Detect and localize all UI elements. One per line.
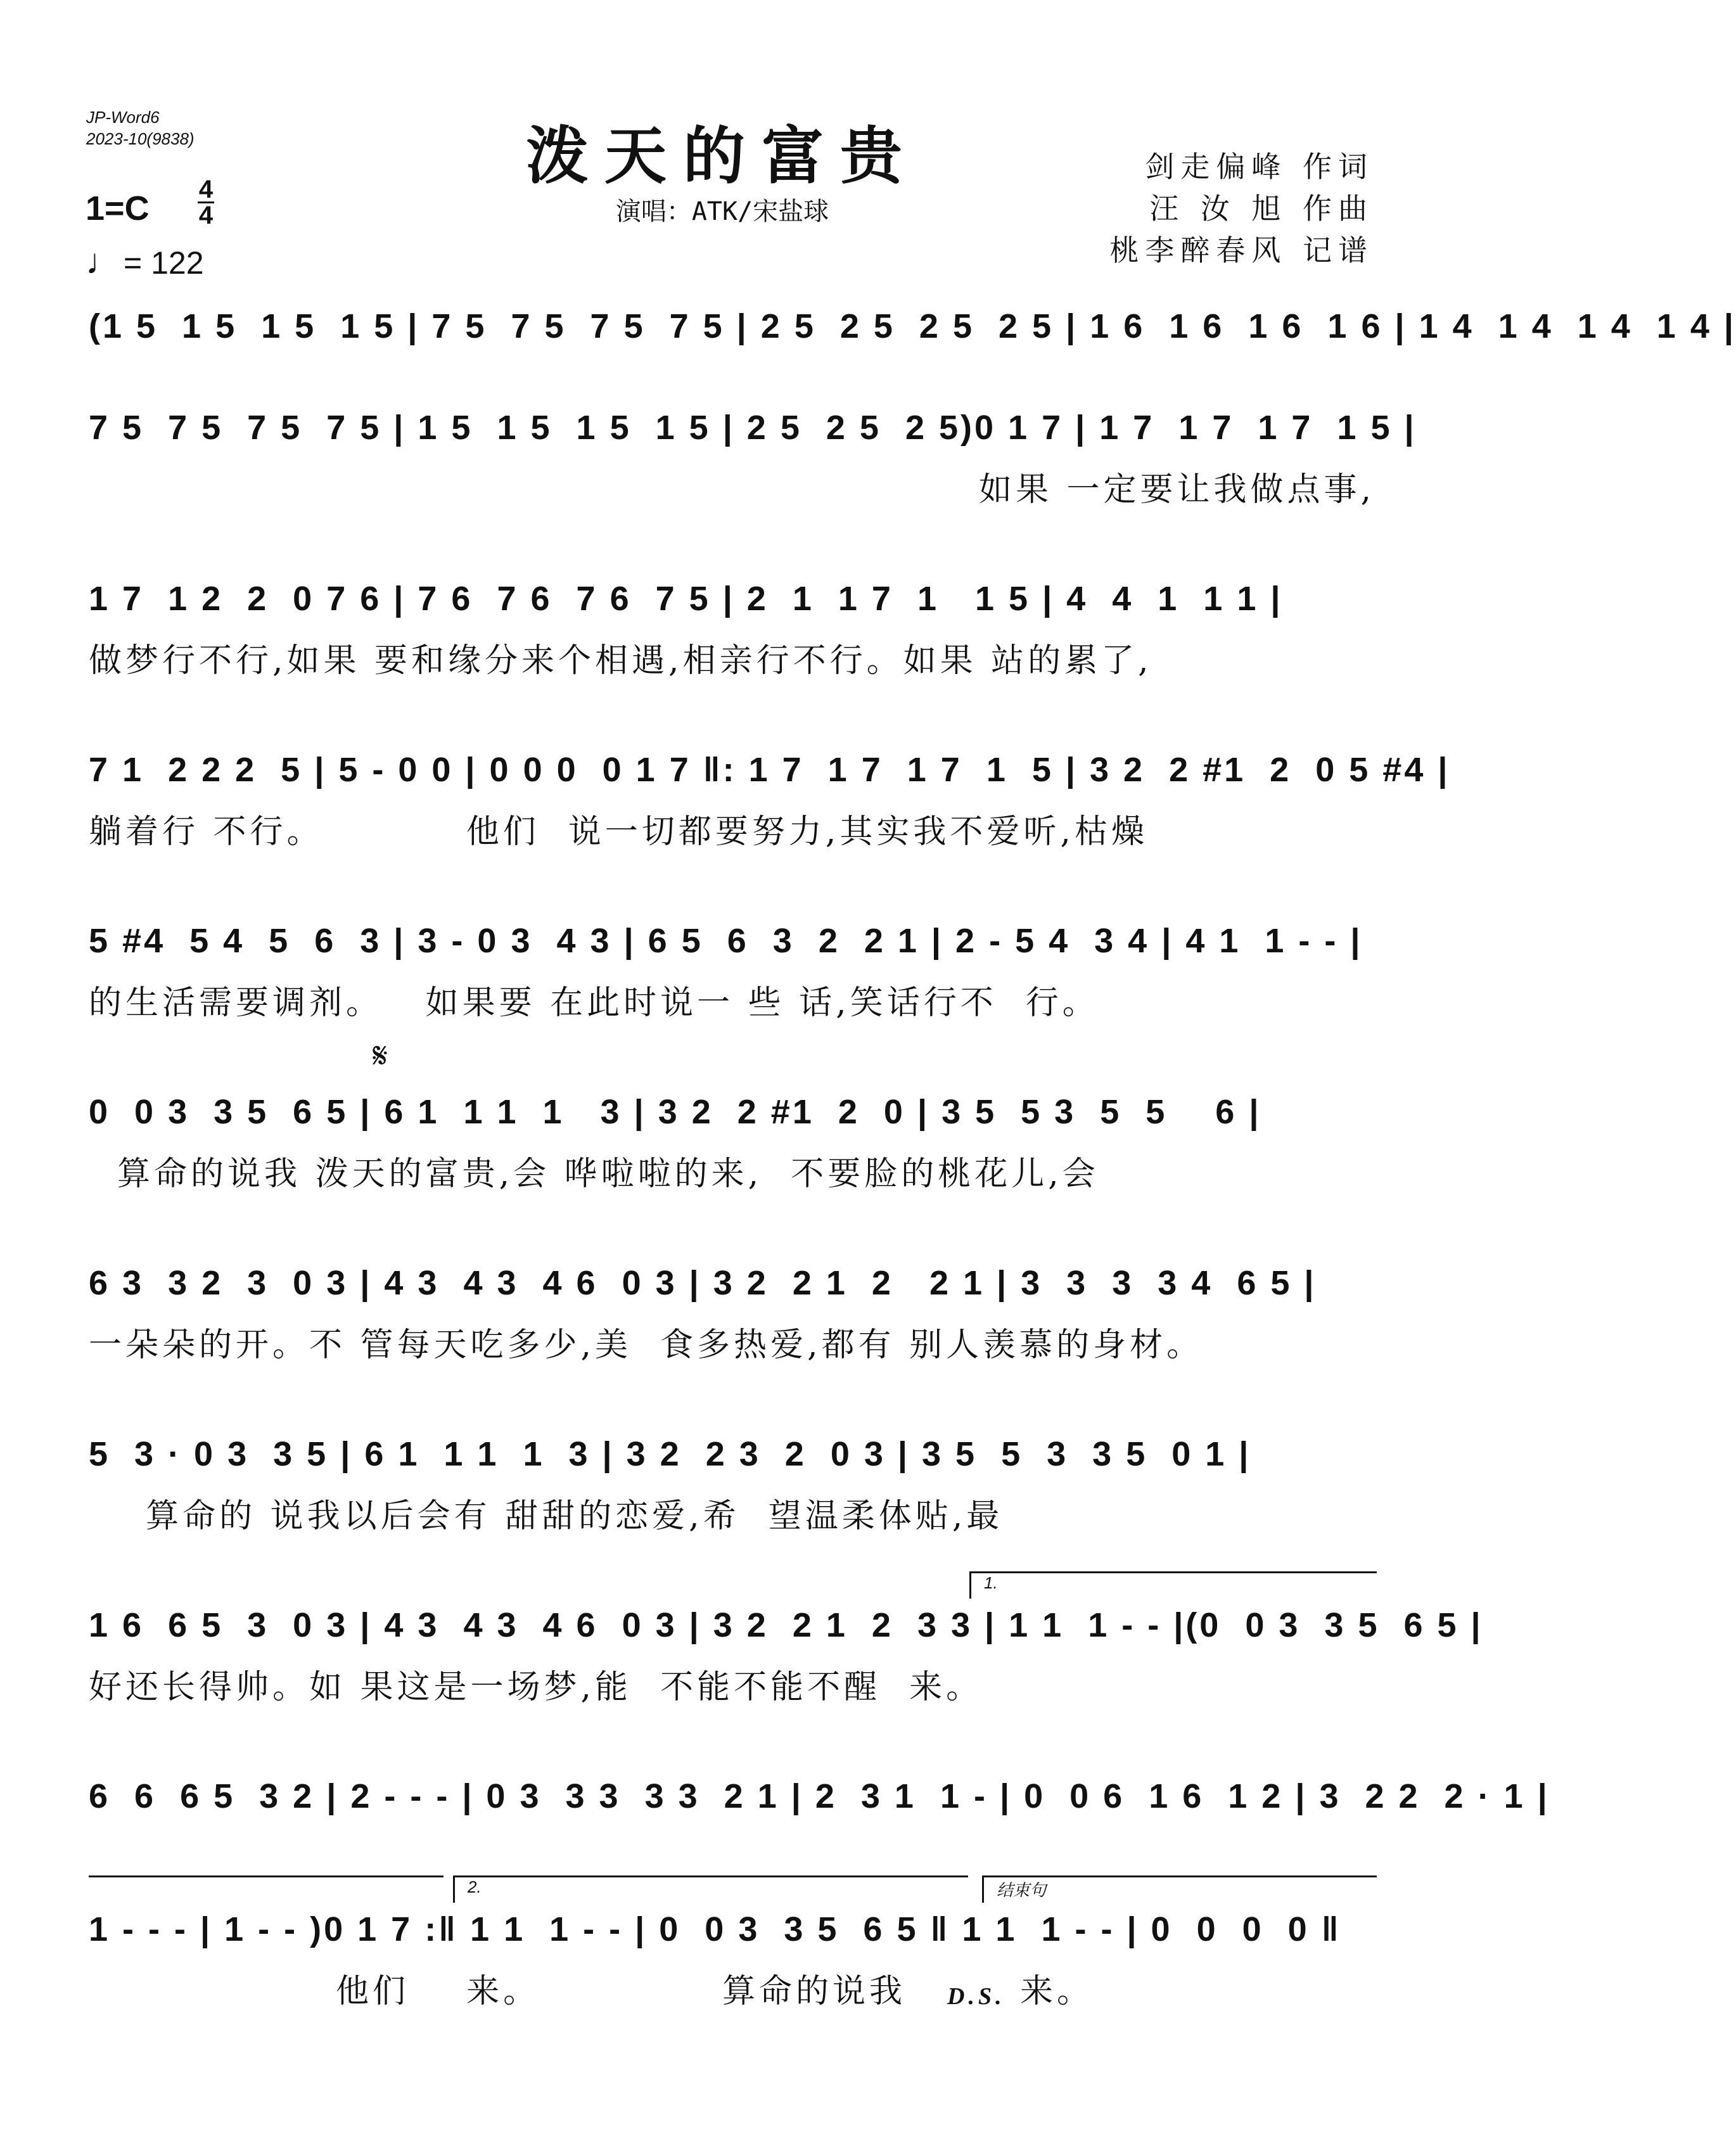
notation-line: 1 7 1 2 2 0 7 6 | 7 6 7 6 7 6 7 5 | 2 1 1 7 1 1 5 | 4 4 1 1 1 | xyxy=(89,580,1283,618)
lyrics-line: 如果 一定要让我做点事, xyxy=(978,471,1375,509)
transcriber-credit: 桃李醉春风 记谱 xyxy=(1109,233,1374,267)
lyrics-line: 一朵朵的开。不 管每天吃多少,美 食多热爱,都有 别人羡慕的身材。 xyxy=(89,1326,1204,1364)
time-signature-top: 4 xyxy=(198,176,214,203)
lyrics-segment-b: 算命的说我 xyxy=(722,1972,907,2010)
composer-credit: 汪 汝 旭 作曲 xyxy=(1149,191,1374,226)
notation-line: 0 0 3 3 5 6 5 | 6 1 1 1 1 3 | 3 2 2 #1 2 0 | 3 5 5 3 5 5 6 | xyxy=(89,1093,1261,1131)
notation-line: 6 3 3 2 3 0 3 | 4 3 4 3 4 6 0 3 | 3 2 2 1 2 2 1 | 3 3 3 3 4 6 5 | xyxy=(89,1264,1317,1302)
lyrics-line: 做梦行不行,如果 要和缘分来个相遇,相亲行不行。如果 站的累了, xyxy=(89,642,1152,680)
tempo-mark xyxy=(86,241,204,282)
tempo-value: = 122 xyxy=(124,245,204,281)
ending-phrase-label: 结束句 xyxy=(997,1881,1047,1900)
first-ending-label: 1. xyxy=(984,1573,998,1592)
notation-line: 1 - - - | 1 - - )0 1 7 :‖ 1 1 1 - - | 0 0 3 3 5 6 5 ‖ 1 1 1 - - | 0 0 0 0 ‖ xyxy=(89,1910,1341,1948)
repeat-bracket xyxy=(89,1875,444,1903)
lyrics-segment-c: 来。 xyxy=(1020,1972,1094,2010)
lyricist-credit: 剑走偏峰 作词 xyxy=(1145,150,1374,184)
notation-line: 7 5 7 5 7 5 7 5 | 1 5 1 5 1 5 1 5 | 2 5 2 5 2 5)0 1 7 | 1 7 1 7 1 7 1 5 | xyxy=(89,409,1417,447)
notation-line: 6 6 6 5 3 2 | 2 - - - | 0 3 3 3 3 3 2 1 | 2 3 1 1 - | 0 0 6 1 6 1 2 | 3 2 2 2 · 1 | xyxy=(89,1777,1550,1815)
notation-line: (1 5 1 5 1 5 1 5 | 7 5 7 5 7 5 7 5 | 2 5 2 5 2 5 2 5 | 1 6 1 6 1 6 1 6 | 1 4 1 4 1 4 1 4 | xyxy=(89,307,1736,345)
software-label: JP-Word6 xyxy=(86,108,160,127)
second-ending-label: 2. xyxy=(468,1877,482,1896)
lyrics-line: 算命的说我 泼天的富贵,会 哗啦啦的来, 不要脸的桃花儿,会 xyxy=(89,1155,1099,1193)
time-signature xyxy=(198,176,214,229)
notation-line: 7 1 2 2 2 5 | 5 - 0 0 | 0 0 0 0 1 7 ‖: 1 7 1 7 1 7 1 5 | 3 2 2 #1 2 0 5 #4 | xyxy=(89,751,1450,789)
credits-block xyxy=(1109,146,1374,271)
song-title: 泼天的富贵 xyxy=(525,120,919,193)
notation-line: 5 #4 5 4 5 6 3 | 3 - 0 3 4 3 | 6 5 6 3 2 2 1 | 2 - 5 4 3 4 | 4 1 1 - - | xyxy=(89,922,1363,960)
ending-phrase-bracket xyxy=(982,1875,1377,1903)
date-code: 2023-10(9838) xyxy=(86,129,195,148)
quarter-note-icon: ♩ xyxy=(86,241,121,281)
singer-line: 演唱：ATK/宋盐球 xyxy=(615,197,829,226)
time-signature-bottom: 4 xyxy=(198,201,214,229)
dal-segno-mark: D.S. xyxy=(947,1983,1005,2010)
key-signature: 1=C xyxy=(86,189,150,227)
lyrics-line: 的生活需要调剂。 如果要 在此时说一 些 话,笑话行不 行。 xyxy=(89,984,1099,1022)
lyrics-line: 好还长得帅。如 果这是一场梦,能 不能不能不醒 来。 xyxy=(89,1668,983,1706)
second-ending-bracket xyxy=(453,1875,968,1903)
lyrics-segment-a: 他们 来。 xyxy=(336,1972,540,2010)
first-ending-bracket xyxy=(969,1571,1377,1599)
lyrics-line: 躺着行 不行。 他们 说一切都要努力,其实我不爱听,枯燥 xyxy=(89,813,1148,851)
notation-line: 1 6 6 5 3 0 3 | 4 3 4 3 4 6 0 3 | 3 2 2 1 2 3 3 | 1 1 1 - - |(0 0 3 3 5 6 5 | xyxy=(89,1606,1483,1644)
lyrics-line: 算命的 说我以后会有 甜甜的恋爱,希 望温柔体贴,最 xyxy=(89,1497,1004,1535)
segno-icon: 𝄋 xyxy=(373,1035,388,1077)
notation-line: 5 3 · 0 3 3 5 | 6 1 1 1 1 3 | 3 2 2 3 2 0 3 | 3 5 5 3 3 5 0 1 | xyxy=(89,1435,1251,1473)
